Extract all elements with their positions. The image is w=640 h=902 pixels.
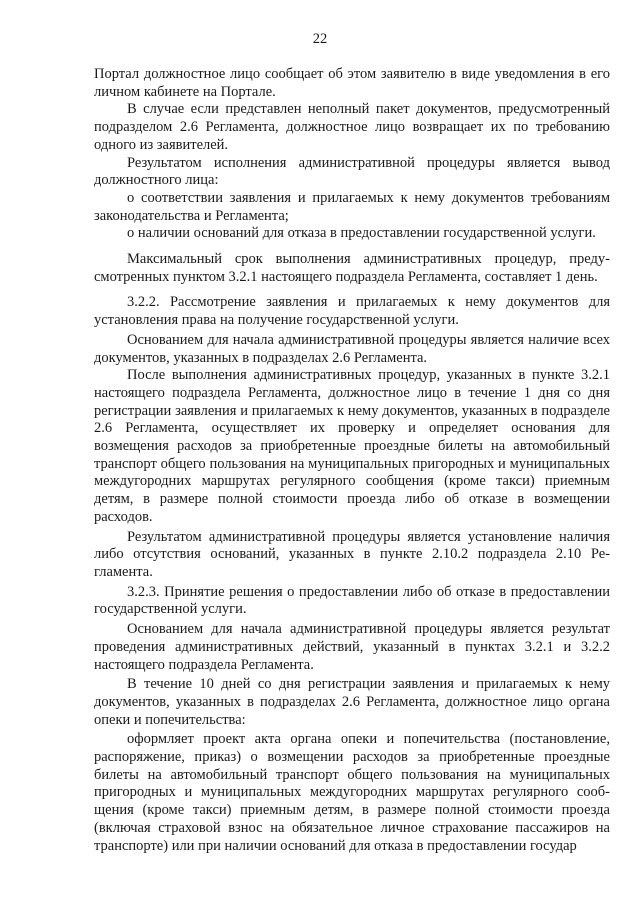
paragraph: Основанием для начала административной процедуры является наличие всех документов, указанных в подразделах 2.6 Регламента. — [94, 331, 610, 366]
section-heading: 3.2.3. Принятие решения о предоставлении либо об отказе в предоставлении государственной услуги. — [94, 583, 610, 618]
paragraph: о наличии оснований для отказа в предоставлении государственной услуги. — [127, 225, 596, 242]
paragraph: Основанием для начала административной процедуры является результат проведения административных действий, указанный в пунктах 3.2.1 и 3.2.2 настоящего подраздела Регламента. — [94, 621, 610, 673]
paragraph: Портал должностное лицо сообщает об этом заявителю в виде уведомления в его личном кабинете на Портале. — [94, 66, 610, 100]
paragraph: В течение 10 дней со дня регистрации заявления и прилагаемых к нему документов, указанных в подразделах 2.6 Регламента, должностное лицо органа опеки и попечительства: — [94, 676, 610, 728]
paragraph: Результатом исполнения административной процедуры является вывод должностного лица: — [94, 154, 610, 189]
paragraph: оформляет проект акта органа опеки и попечительства (постановление, распоряжение, приказ) о возмещении расходов за приобретенные проездные билеты на автомобильный транспорт общего пользования на муниципальных пригородных и муниципальных междугородних маршрутах регулярного сообщения (кроме такси) приемным детям, в размере полной стоимости проезда (включая страховой взнос на обязательное личное страхование пассажиров на транспорте) или при наличии оснований для отказа в предоставлении государ — [94, 731, 610, 854]
paragraph: В случае если представлен неполный пакет документов, предусмотренный подразделом 2.6 Регламента, должностное лицо возвращает их по требованию одного из заявителей. — [94, 101, 610, 153]
paragraph: Результатом административной процедуры является установление наличия либо отсутствия оснований, указанных в пункте 2.10.2 подраздела 2.10 Регламента. — [94, 528, 610, 580]
page-number: 22 — [312, 31, 328, 47]
section-heading: 3.2.2. Рассмотрение заявления и прилагаемых к нему документов для установления права на получение государственной услуги. — [94, 294, 610, 329]
paragraph: После выполнения административных процедур, указанных в пункте 3.2.1 настоящего подраздела Регламента, должностное лицо в течение 1 дня со дня регистрации заявления и прилагаемых к нему документов, указанных в подразделе 2.6 Регламента, осуществляет их проверку и определяет основания для возмещения расходов за приобретенные проездные билеты на автомобильный транспорт общего пользования на муниципальных пригородных и муниципальных междугородних маршрутах регулярного сообщения (кроме такси) приемным детям, в размере полной стоимости проезда либо об отказе в возмещении расходов. — [94, 367, 610, 525]
paragraph: Максимальный срок выполнения административных процедур, предусмотренных пунктом 3.2.1 настоящего подраздела Регламента, составляет 1 день. — [94, 251, 610, 285]
body-text — [94, 66, 610, 855]
paragraph: о соответствии заявления и прилагаемых к нему документов требованиям законодательства и Регламента; — [94, 189, 610, 224]
